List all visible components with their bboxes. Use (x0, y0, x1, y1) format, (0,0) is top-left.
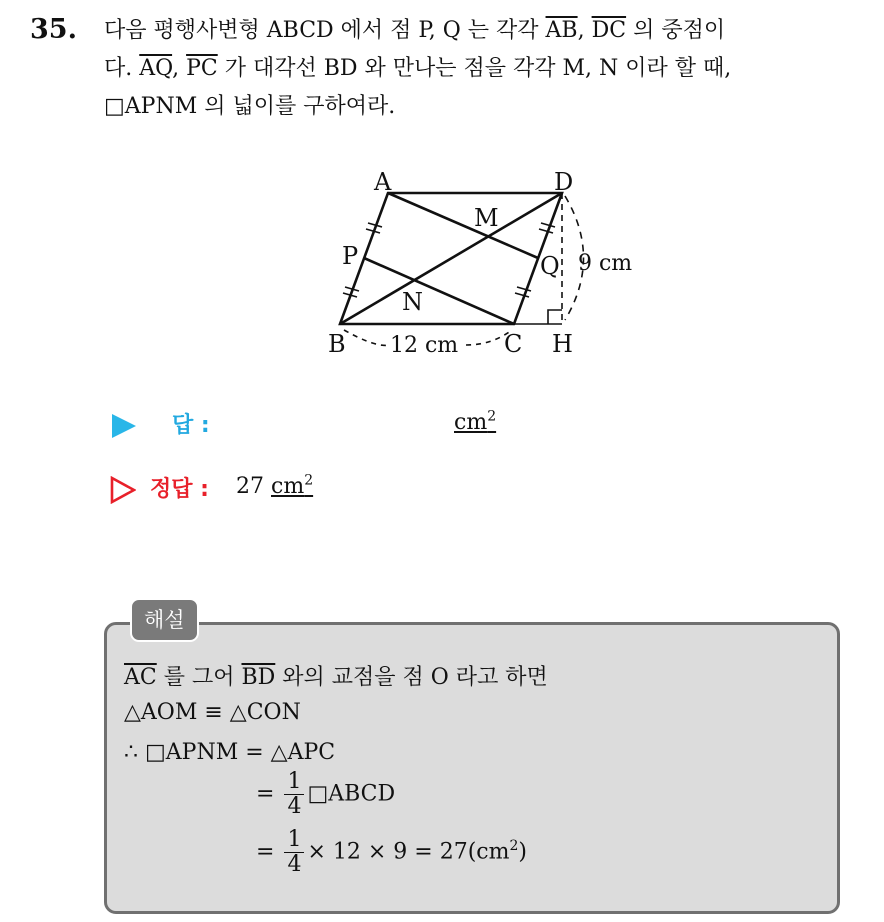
play-arrow-icon (112, 414, 136, 438)
question-line-1: 다음 평행사변형 ABCD 에서 점 P, Q 는 각각 $\overline{AB}$, $\overline{DC}$ 의 중점이 (104, 18, 726, 43)
label-q: Q (540, 252, 560, 280)
question-line-2: 다. $\overline{AQ}$, $\overline{PC}$ 가 대각선 BD 와 만나는 점을 각각 M, N 이라 할 때, (104, 56, 732, 81)
tick-qc-1 (517, 287, 531, 291)
answer-row (108, 406, 528, 446)
answer-label: 답 : (172, 413, 210, 438)
fraction-quarter-2: $\frac{1}{4}$ (284, 828, 304, 877)
fraction-quarter: $\frac{1}{4}$ (284, 770, 304, 819)
correct-label: 정답 : (150, 477, 209, 502)
label-p: P (342, 242, 359, 270)
answer-unit[interactable]: $cm^2$ (454, 408, 497, 435)
question-line-3: □APNM 의 넓이를 구하여라. (104, 94, 396, 119)
segment-bd: $\overline{BD}$ (241, 665, 276, 690)
label-d: D (554, 168, 574, 196)
diagonal-bd (340, 193, 562, 324)
correct-answer-row (108, 470, 528, 510)
label-n: N (402, 288, 423, 316)
solution-tab: 해설 (130, 598, 199, 642)
label-m: M (474, 204, 499, 232)
parallelogram-figure (310, 158, 650, 368)
base-dimension-arc (344, 330, 390, 345)
right-angle-mark (548, 310, 562, 324)
segment-aq: $\overline{AQ}$ (139, 56, 173, 81)
label-h: H (552, 330, 573, 358)
outline-arrow-icon (110, 476, 136, 504)
question-text (104, 12, 864, 126)
tick-qc-2 (515, 293, 529, 297)
label-a: A (374, 168, 392, 196)
segment-dc: $\overline{DC}$ (591, 18, 627, 43)
correct-value: 27 $cm^2$ (236, 472, 314, 499)
segment-aq-line (388, 193, 538, 258)
solution-line-1: $\overline{AC}$ 를 그어 $\overline{BD}$ 와의 교점을 점 O 라고 하면 (124, 665, 548, 690)
base-label: 12 cm (390, 333, 459, 358)
tick-dq-2 (539, 229, 553, 233)
label-c: C (504, 330, 523, 358)
segment-ab: $\overline{AB}$ (545, 18, 578, 43)
solution-line-4: = $\frac{1}{4}$ □ABCD (256, 769, 396, 819)
label-b: B (328, 330, 346, 358)
solution-line-2: △AOM ≡ △CON (124, 700, 301, 725)
question-number: 35. (30, 14, 77, 45)
segment-pc: $\overline{PC}$ (186, 56, 218, 81)
segment-ac: $\overline{AC}$ (124, 665, 157, 690)
height-label: 9 cm (578, 251, 633, 276)
segment-pc-line (364, 258, 514, 324)
solution-line-5: = $\frac{1}{4}$ × $12 \times 9 = 27(cm^2)$ (256, 827, 527, 877)
tick-dq-1 (541, 223, 555, 227)
solution-line-3: ∴ □APNM = △APC (124, 740, 336, 765)
